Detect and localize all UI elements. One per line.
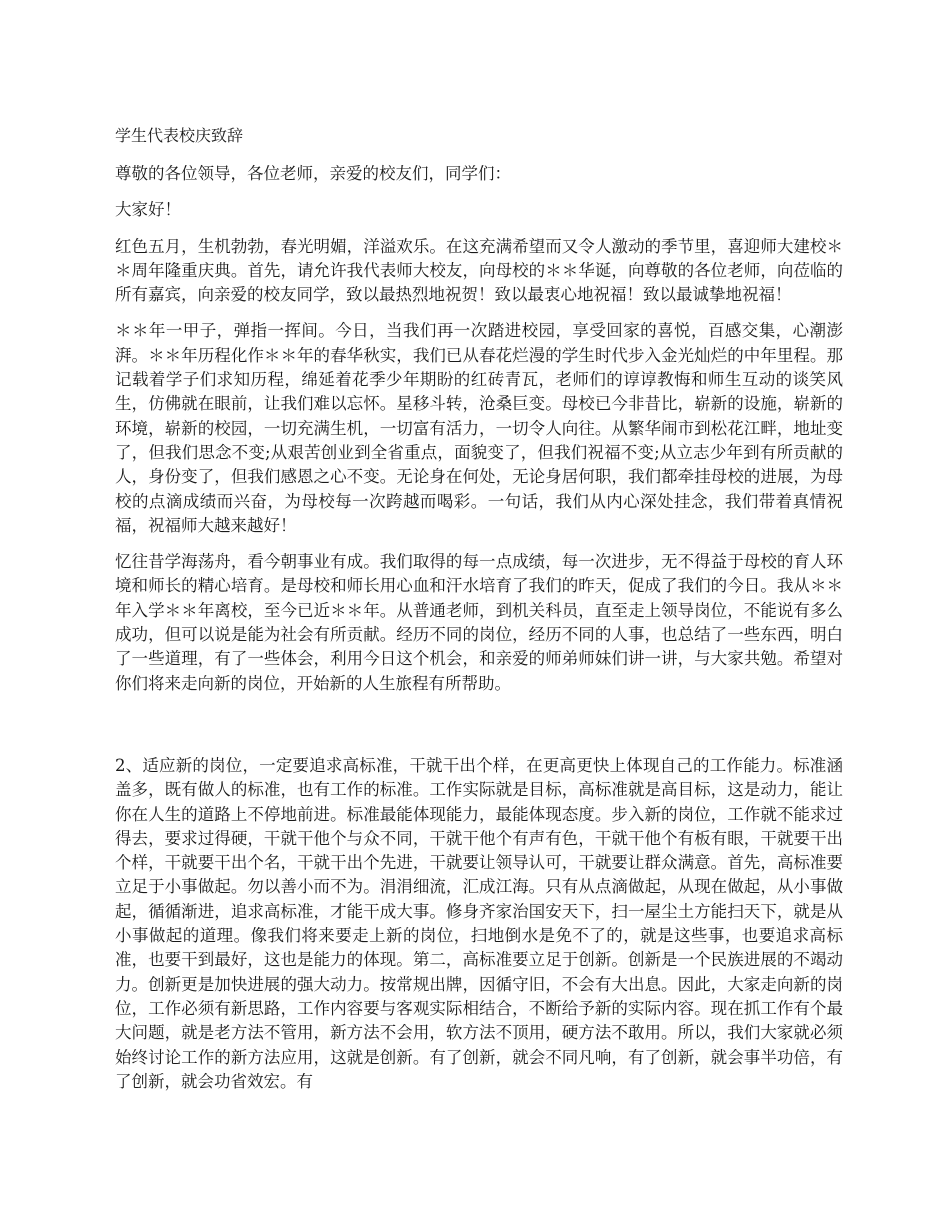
document-title: 学生代表校庆致辞 [115, 126, 244, 145]
greeting-paragraph: 大家好！ [115, 200, 181, 220]
salutation-paragraph: 尊敬的各位领导，各位老师，亲爱的校友们，同学们： [115, 164, 511, 183]
section-2-paragraph: 2、适应新的岗位，一定要追求高标准，干就干出个样，在更高更快上体现自己的工作能力。标准涵盖多，既有做人的标准，也有工作的标准。工作实际就是目标，高标准就是高目标，这是动力，能让你在人生的道路上不停地前进。标准最能体现能力，最能体现态度。步入新的岗位，工作就不能求过得去，要求过得硬，干就干他个与众不同，干就干他个有声有色，干就干他个有板有眼，干就要干出个样，干就要干出个名，干就干出个先进，干就要让领导认可，干就要让群众满意。首先，高标准要立足于小事做起。勿以善小而不为。涓涓细流，汇成江海。只有从点滴做起，从现在做起，从小事做起，循循渐进，追求高标准，才能干成大事。修身齐家治国安天下，扫一屋尘土方能扫天下，就是从小事做起的道理。像我们将来要走上新的岗位，扫地倒水是免不了的，就是这些事，也要追求高标准，也要干到最好，这也是能力的体现。第二，高标准要立足于创新。创新是一个民族进展的不竭动力。创新更是加快进展的强大动力。按常规出牌，因循守旧，不会有大出息。因此，大家走向新的岗位，工作必须有新思路，工作内容要与客观实际相结合，不断给予新的实际内容。现在抓工作有个最大问题，就是老方法不管用，新方法不会用，软方法不顶用，硬方法不敢用。所以，我们大家就必须始终讨论工作的新方法应用，这就是创新。有了创新，就会不同凡响，有了创新，就会事半功倍，有了创新，就会功省效宏。有 [115, 755, 843, 1091]
body-paragraph: 忆往昔学海荡舟，看今朝事业有成。我们取得的每一点成绩，每一次进步，无不得益于母校的育人环境和师长的精心培育。是母校和师长用心血和汗水培育了我们的昨天，促成了我们的今日。我从＊＊年入学＊＊年离校，至今已近＊＊年。从普通老师，到机关科员，直至走上领导岗位，不能说有多么成功，但可以说是能为社会有所贡献。经历不同的岗位，经历不同的人事，也总结了一些东西，明白了一些道理，有了一些体会，利用今日这个机会，和亲爱的师弟师妹们讲一讲，与大家共勉。希望对你们将来走向新的岗位，开始新的人生旅程有所帮助。 [115, 552, 843, 693]
section-spacer [115, 708, 843, 754]
document-page [115, 118, 843, 1106]
body-paragraph: ＊＊年一甲子，弹指一挥间。今日，当我们再一次踏进校园，享受回家的喜悦，百感交集，心潮澎湃。＊＊年历程化作＊＊年的春华秋实，我们已从春花烂漫的学生时代步入金光灿烂的中年里程。那记载着学子们求知历程，绵延着花季少年期盼的红砖青瓦，老师们的谆谆教悔和师生互动的谈笑风生，仿佛就在眼前，让我们难以忘怀。星移斗转，沧桑巨变。母校已今非昔比，崭新的设施，崭新的环境，崭新的校园，一切充满生机，一切富有活力，一切令人向往。从繁华闹市到松花江畔，地址变了，但我们思念不变;从艰苦创业到全省重点，面貌变了，但我们祝福不变;从立志少年到有所贡献的人，身份变了，但我们感恩之心不变。无论身在何处，无论身居何职，我们都牵挂母校的进展，为母校的点滴成绩而兴奋，为母校每一次跨越而喝彩。一句话，我们从内心深处挂念，我们带着真情祝福，祝福师大越来越好！ [115, 321, 843, 535]
body-paragraph: 红色五月，生机勃勃，春光明媚，洋溢欢乐。在这充满希望而又令人激动的季节里，喜迎师大建校＊＊周年隆重庆典。首先，请允许我代表师大校友，向母校的＊＊华诞，向尊敬的各位老师，向莅临的所有嘉宾，向亲爱的校友同学，致以最热烈地祝贺！致以最衷心地祝福！致以最诚挚地祝福！ [115, 236, 843, 305]
